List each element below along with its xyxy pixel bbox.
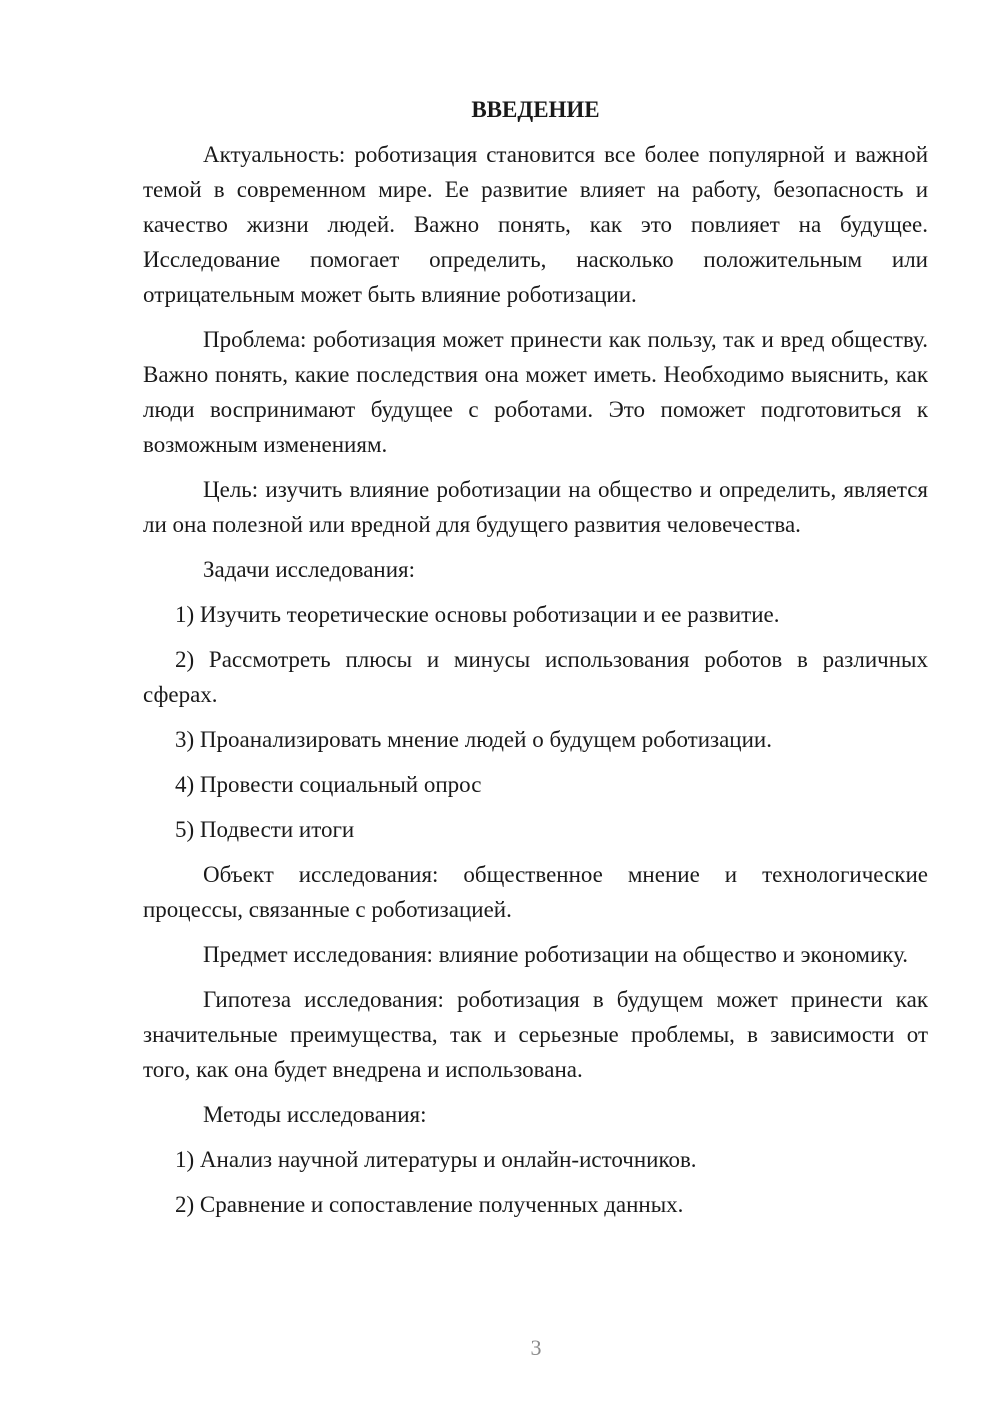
task-item-4: 4) Провести социальный опрос xyxy=(175,772,482,797)
page-title: ВВЕДЕНИЕ xyxy=(471,97,600,122)
tasks-heading: Задачи исследования: xyxy=(203,557,416,582)
paragraph-hypothesis: Гипотеза исследования: роботизация в будущем может принести как значительные преимущества, так и серьезные проблемы, в зависимости от того, как она будет внедрена и использована. xyxy=(143,987,928,1082)
document-body xyxy=(143,92,928,1232)
task-item-5: 5) Подвести итоги xyxy=(175,817,355,842)
paragraph-subject: Предмет исследования: влияние роботизации на общество и экономику. xyxy=(203,942,909,967)
paragraph-goal: Цель: изучить влияние роботизации на общество и определить, является ли она полезной или вредной для будущего развития человечества. xyxy=(143,477,928,537)
paragraph-problem: Проблема: роботизация может принести как пользу, так и вред обществу. Важно понять, какие последствия она может иметь. Необходимо выяснить, как люди воспринимают будущее с роботами. Это поможет подготовиться к возможным изменениям. xyxy=(143,327,928,457)
task-item-2: 2) Рассмотреть плюсы и минусы использования роботов в различных сферах. xyxy=(143,647,928,707)
task-item-3: 3) Проанализировать мнение людей о будущем роботизации. xyxy=(175,727,772,752)
method-item-2: 2) Сравнение и сопоставление полученных данных. xyxy=(175,1192,684,1217)
task-item-1: 1) Изучить теоретические основы роботизации и ее развитие. xyxy=(175,602,780,627)
paragraph-relevance: Актуальность: роботизация становится все более популярной и важной темой в современном мире. Ее развитие влияет на работу, безопасность и качество жизни людей. Важно понять, как это повлияет на будущее. Исследование помогает определить, насколько положительным или отрицательным может быть влияние роботизации. xyxy=(143,142,928,307)
method-item-1: 1) Анализ научной литературы и онлайн-источников. xyxy=(175,1147,697,1172)
methods-heading: Методы исследования: xyxy=(203,1102,427,1127)
paragraph-object: Объект исследования: общественное мнение и технологические процессы, связанные с роботизацией. xyxy=(143,862,928,922)
page-number: 3 xyxy=(530,1335,542,1360)
